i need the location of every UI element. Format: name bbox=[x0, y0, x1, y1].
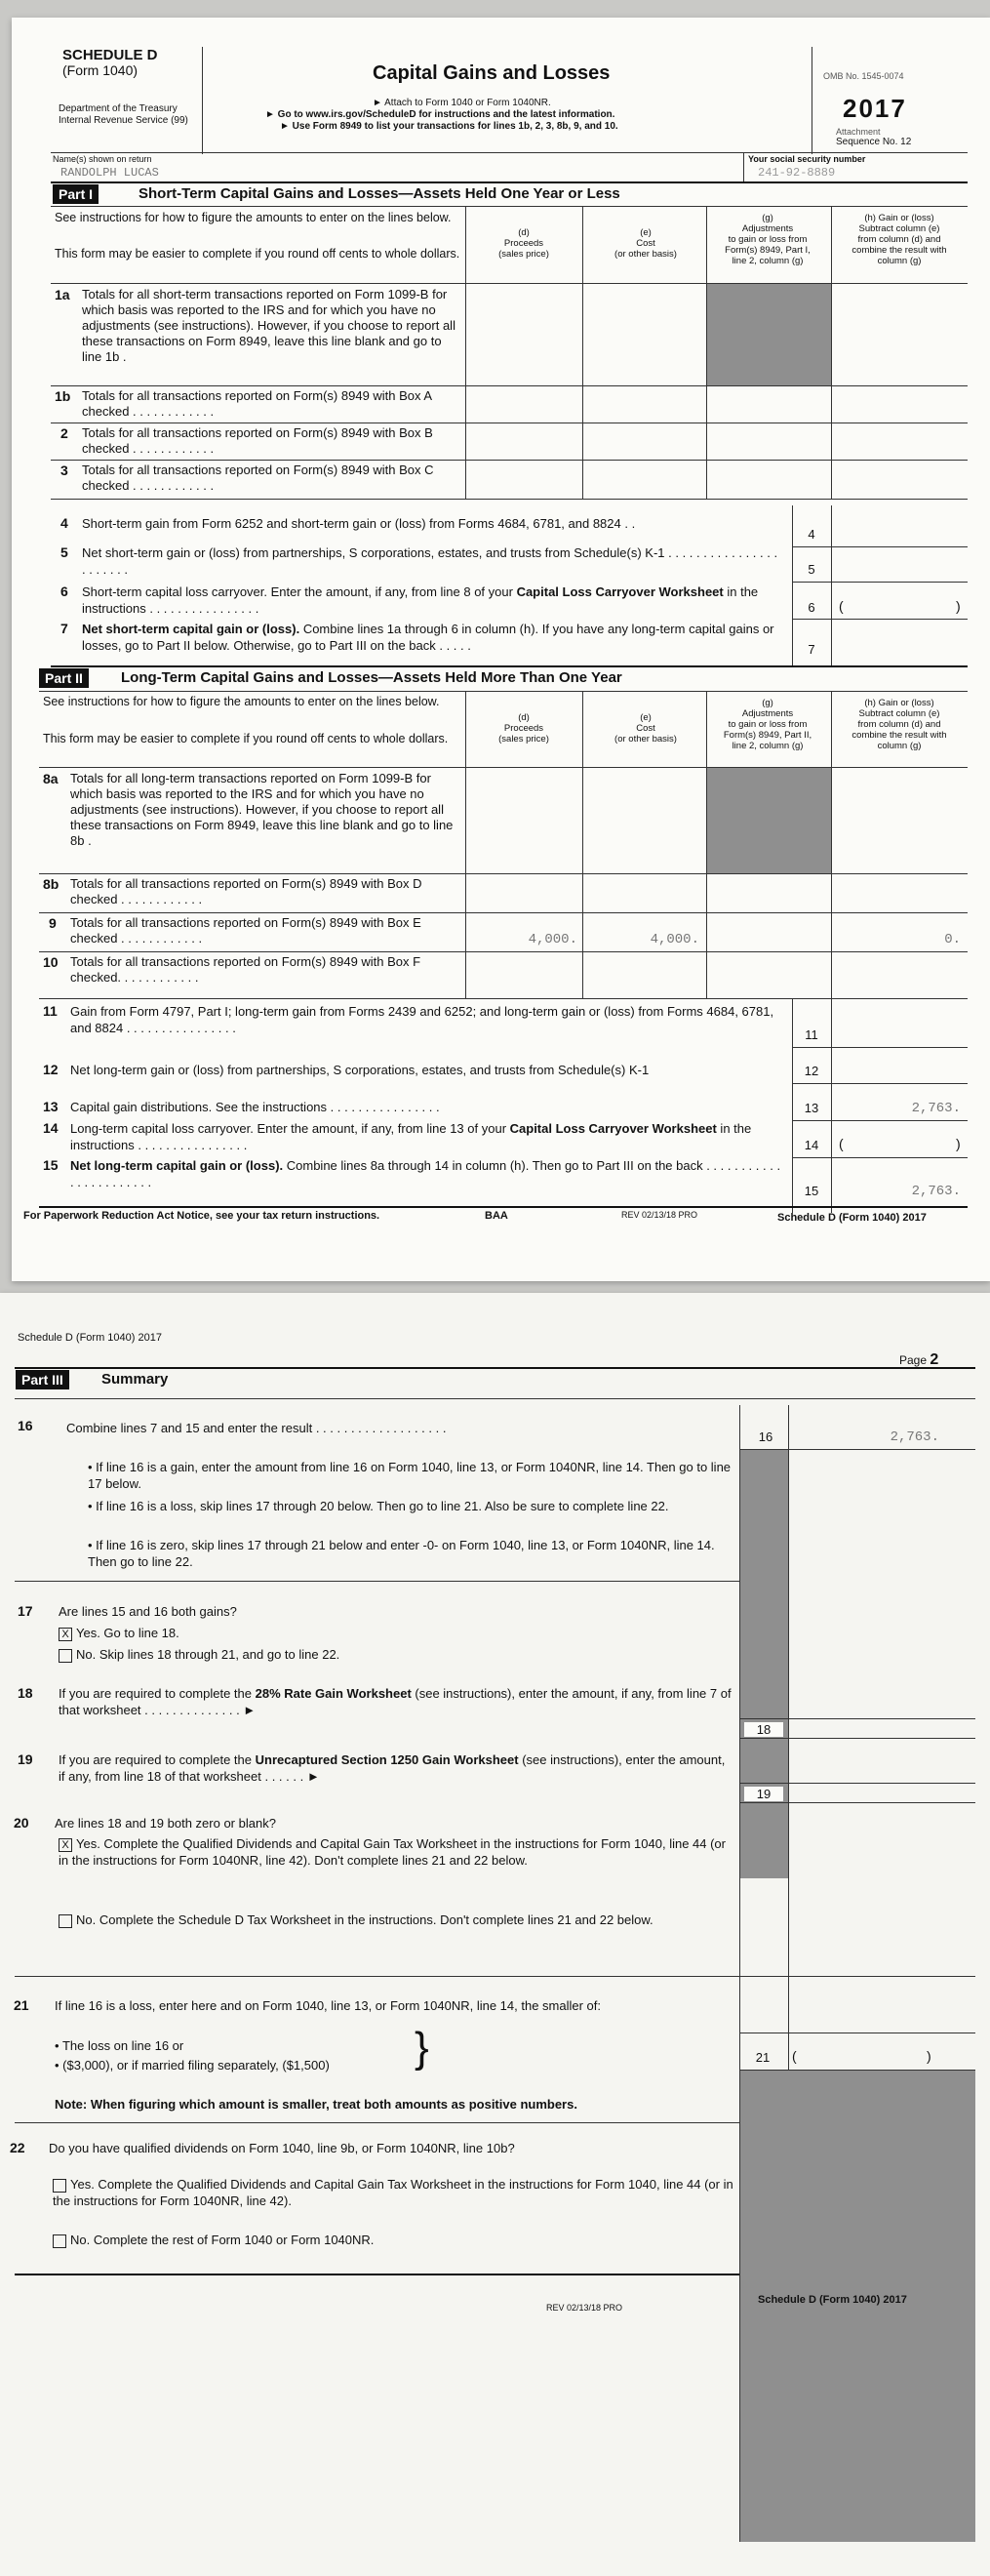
box-4: 4 bbox=[808, 527, 815, 542]
line-19-text-c: (see instructions), enter the amount, if any, from line 18 of that worksheet . . . . . . ► bbox=[59, 1752, 726, 1784]
bullet-16-loss-text: If line 16 is a loss, skip lines 17 through 20 below. Then go to line 21. Also be sure to complete line 22. bbox=[96, 1499, 669, 1513]
line-16-amount: 2,763. bbox=[890, 1429, 939, 1445]
col-e-header-p2: (e) Cost (or other basis) bbox=[614, 712, 677, 745]
line-17-no-checkbox[interactable] bbox=[59, 1649, 72, 1663]
line-16-text: Combine lines 7 and 15 and enter the result . . . . . . . . . . . . . . . . . . . bbox=[66, 1421, 447, 1435]
line-14-text bbox=[70, 1120, 787, 1153]
line-17-yes-checkbox[interactable]: X bbox=[59, 1628, 72, 1641]
col-g-header-p2: (g) Adjustments to gain or loss from Form(s) 8949, Part II, line 2, column (g) bbox=[723, 698, 812, 751]
part2-intro: See instructions for how to figure the amounts to enter on the lines below. bbox=[43, 695, 440, 708]
bullet-16-gain: • If line 16 is a gain, enter the amount from line 16 on Form 1040, line 13, or Form 1040NR, line 14. Then go to line 17 below. bbox=[88, 1460, 732, 1491]
box-5: 5 bbox=[808, 562, 815, 577]
line-22-no-checkbox[interactable] bbox=[53, 2234, 66, 2248]
part3-label: Part III bbox=[16, 1370, 69, 1389]
box-6: 6 bbox=[808, 600, 815, 615]
ssn-label: Your social security number bbox=[748, 154, 866, 164]
line-9-proceeds: 4,000. bbox=[528, 932, 577, 947]
line-20-no[interactable] bbox=[59, 1912, 736, 1928]
line-21-bullet-2-text: ($3,000), or if married filing separately, ($1,500) bbox=[62, 2058, 330, 2073]
line-4-num: 4 bbox=[60, 515, 68, 531]
line-8b-text: Totals for all transactions reported on Form(s) 8949 with Box D checked . . . . . . . . . . . . bbox=[70, 876, 422, 906]
form-title: Capital Gains and Losses bbox=[373, 62, 611, 84]
line-6-text-a: Short-term capital loss carryover. Enter the amount, if any, from line 8 of your bbox=[82, 584, 517, 599]
line-13-gain: 2,763. bbox=[911, 1101, 961, 1116]
line-14-text-c: in the instructions . . . . . . . . . . . . . . . . bbox=[70, 1121, 752, 1152]
line-21-paren-open: ( bbox=[792, 2048, 797, 2064]
line-6-text-c: in the instructions . . . . . . . . . . . . . . . . bbox=[82, 584, 759, 616]
form-footer-id: Schedule D (Form 1040) 2017 bbox=[777, 1212, 927, 1224]
line-19-num: 19 bbox=[18, 1751, 33, 1767]
line-18-num: 18 bbox=[18, 1685, 33, 1701]
line-4-text: Short-term gain from Form 6252 and short-term gain or (loss) from Forms 4684, 6781, and 8824 . . bbox=[82, 516, 636, 531]
tax-year: 2017 bbox=[843, 94, 907, 123]
line-21-brace: } bbox=[415, 2024, 429, 2072]
part3-title: Summary bbox=[101, 1371, 169, 1388]
line-17-text: Are lines 15 and 16 both gains? bbox=[59, 1604, 237, 1619]
line-7-num: 7 bbox=[60, 621, 68, 636]
part1-title: Short-Term Capital Gains and Losses—Assets Held One Year or Less bbox=[139, 185, 620, 202]
col-h-header-p2: (h) Gain or (loss) Subtract column (e) from column (d) and combine the result with column (g) bbox=[851, 698, 947, 751]
line-7-text bbox=[82, 621, 784, 654]
line-19-text bbox=[59, 1751, 732, 1785]
line-14-paren-open: ( bbox=[839, 1136, 844, 1151]
line-20-yes-text: Yes. Complete the Qualified Dividends and Capital Gain Tax Worksheet in the instructions for Form 1040, line 44 (or in the instructions for Form 1040NR, line 42). Don't complete lines 21 and 22 below. bbox=[59, 1836, 726, 1868]
bullet-16-loss: • If line 16 is a loss, skip lines 17 through 20 below. Then go to line 21. Also be sure to complete line 22. bbox=[88, 1499, 669, 1513]
line-5-num: 5 bbox=[60, 544, 68, 560]
line-19-text-a: If you are required to complete the bbox=[59, 1752, 256, 1767]
part2-title: Long-Term Capital Gains and Losses—Assets Held More Than One Year bbox=[121, 669, 622, 686]
bullet-16-zero-text: If line 16 is zero, skip lines 17 through 21 below and enter -0- on Form 1040, line 13, or Form 1040NR, line 14. Then go to line 22. bbox=[88, 1538, 715, 1569]
line-15-num: 15 bbox=[43, 1157, 59, 1173]
line-18-text bbox=[59, 1685, 732, 1718]
line-20-num: 20 bbox=[14, 1815, 29, 1831]
line-22-yes-text: Yes. Complete the Qualified Dividends and Capital Gain Tax Worksheet in the instructions for Form 1040, line 44 (or in the instructions for Form 1040NR, line 42). bbox=[53, 2177, 733, 2208]
bullet-16-gain-text: If line 16 is a gain, enter the amount from line 16 on Form 1040, line 13, or Form 1040NR, line 14. Then go to line 17 below. bbox=[88, 1460, 732, 1491]
line-2-num: 2 bbox=[60, 425, 68, 441]
paperwork-notice: For Paperwork Reduction Act Notice, see your tax return instructions. bbox=[23, 1210, 380, 1222]
attachment-label: Attachment bbox=[836, 127, 881, 137]
line-6-text bbox=[82, 584, 784, 617]
instruction-3: ► Use Form 8949 to list your transactions for lines 1b, 2, 3, 8b, 9, and 10. bbox=[280, 121, 618, 132]
shaded-col-16-18 bbox=[740, 1449, 788, 1878]
line-9-text: Totals for all transactions reported on Form(s) 8949 with Box E checked . . . . . . . . . . . . bbox=[70, 915, 421, 946]
line-10-num: 10 bbox=[43, 954, 59, 970]
line-17-no-text: No. Skip lines 18 through 21, and go to line 22. bbox=[76, 1647, 340, 1662]
page-label-text: Page bbox=[899, 1353, 928, 1367]
page-number: 2 bbox=[930, 1351, 939, 1368]
line-21-num: 21 bbox=[14, 1997, 29, 2013]
line-9-num: 9 bbox=[49, 915, 57, 931]
line-8a-text: Totals for all long-term transactions reported on Form 1099-B for which basis was reported to the IRS and for which you have no adjustments (see instructions). However, if you choose to report all these transactions on Form 8949, leave this line blank and go to line 8b . bbox=[70, 771, 454, 848]
line-21-bullet-1-text: The loss on line 16 or bbox=[61, 2038, 184, 2053]
line-6-text-b: Capital Loss Carryover Worksheet bbox=[516, 584, 724, 599]
line-17-num: 17 bbox=[18, 1603, 33, 1619]
line-6-paren-open: ( bbox=[839, 598, 844, 614]
dept-label: Department of the Treasury bbox=[59, 103, 178, 114]
line-7-text-a: Net short-term capital gain or (loss). bbox=[82, 622, 300, 636]
line-21-bullet-2: • ($3,000), or if married filing separately, ($1,500) bbox=[55, 2058, 330, 2073]
instruction-2: ► Go to www.irs.gov/ScheduleD for instructions and the latest information. bbox=[265, 109, 615, 120]
box-13: 13 bbox=[804, 1101, 819, 1115]
line-21-text: If line 16 is a loss, enter here and on Form 1040, line 13, or Form 1040NR, line 14, the smaller of: bbox=[55, 1998, 602, 2013]
col-e-header: (e) Cost (or other basis) bbox=[614, 227, 677, 260]
col-h-header: (h) Gain or (loss) Subtract column (e) from column (d) and combine the result with column (g) bbox=[851, 213, 947, 266]
box-15: 15 bbox=[804, 1184, 819, 1198]
box-14: 14 bbox=[804, 1138, 819, 1152]
box-16: 16 bbox=[758, 1429, 773, 1444]
line-6-num: 6 bbox=[60, 584, 68, 599]
col-d-header-p2: (d) Proceeds (sales price) bbox=[498, 712, 549, 745]
line-10-text: Totals for all transactions reported on Form(s) 8949 with Box F checked. . . . . . . . . . . . bbox=[70, 954, 421, 985]
page2-form-footer-id: Schedule D (Form 1040) 2017 bbox=[758, 2294, 907, 2306]
line-12-num: 12 bbox=[43, 1062, 59, 1077]
line-2-text: Totals for all transactions reported on Form(s) 8949 with Box B checked . . . . . . . . . . . . bbox=[82, 425, 433, 456]
line-13-text: Capital gain distributions. See the instructions . . . . . . . . . . . . . . . . bbox=[70, 1100, 440, 1114]
line-22-no-text: No. Complete the rest of Form 1040 or Form 1040NR. bbox=[70, 2233, 375, 2247]
line-20-text: Are lines 18 and 19 both zero or blank? bbox=[55, 1816, 276, 1831]
part2-intro2: This form may be easier to complete if you round off cents to whole dollars. bbox=[43, 732, 449, 745]
line-18-text-b: 28% Rate Gain Worksheet bbox=[255, 1686, 412, 1701]
line-1b-text: Totals for all transactions reported on Form(s) 8949 with Box A checked . . . . . . . . . . . . bbox=[82, 388, 432, 419]
line-11-num: 11 bbox=[43, 1003, 58, 1019]
box-21: 21 bbox=[755, 2050, 771, 2065]
line-15-text bbox=[70, 1157, 787, 1190]
line-17-yes[interactable] bbox=[59, 1625, 179, 1641]
box-11: 11 bbox=[805, 1027, 818, 1042]
line-22-num: 22 bbox=[10, 2140, 25, 2155]
box-12: 12 bbox=[804, 1064, 819, 1078]
line-14-num: 14 bbox=[43, 1120, 59, 1136]
line-15-gain: 2,763. bbox=[911, 1184, 961, 1199]
col-d-header: (d) Proceeds (sales price) bbox=[498, 227, 549, 260]
line-21-note: Note: When figuring which amount is smaller, treat both amounts as positive numbers. bbox=[55, 2097, 577, 2112]
line-1a-text: Totals for all short-term transactions reported on Form 1099-B for which basis was reported to the IRS and for which you have no adjustments (see instructions). However, if you choose to report all these transactions on Form 8949, leave this line blank and go to line 1b . bbox=[82, 287, 455, 364]
line-22-yes-checkbox[interactable] bbox=[53, 2179, 66, 2193]
line-12-text: Net long-term gain or (loss) from partnerships, S corporations, estates, and trusts from Schedule(s) K-1 bbox=[70, 1063, 650, 1077]
line-14-paren-close: ) bbox=[956, 1136, 961, 1151]
part1-intro: See instructions for how to figure the amounts to enter on the lines below. bbox=[55, 211, 452, 224]
line-21-paren-close: ) bbox=[927, 2048, 931, 2064]
part2-label: Part II bbox=[39, 668, 89, 688]
line-18-text-c: (see instructions), enter the amount, if any, from line 7 of that worksheet . . . . . . . . . . . . . . ► bbox=[59, 1686, 732, 1717]
line-17-no[interactable] bbox=[59, 1646, 339, 1663]
line-1a-num: 1a bbox=[55, 287, 70, 302]
schedule-d-page-1 bbox=[12, 18, 990, 1281]
line-20-no-checkbox[interactable] bbox=[59, 1914, 72, 1928]
line-22-yes[interactable] bbox=[53, 2176, 735, 2209]
ssn-value: 241-92-8889 bbox=[758, 166, 836, 180]
part1-intro2: This form may be easier to complete if you round off cents to whole dollars. bbox=[55, 247, 460, 261]
col-g-header: (g) Adjustments to gain or loss from Form(s) 8949, Part I, line 2, column (g) bbox=[725, 213, 811, 266]
line-3-text: Totals for all transactions reported on Form(s) 8949 with Box C checked . . . . . . . . . . . . bbox=[82, 463, 434, 493]
part1-label: Part I bbox=[53, 184, 99, 204]
line-14-text-b: Capital Loss Carryover Worksheet bbox=[509, 1121, 717, 1136]
name-label: Name(s) shown on return bbox=[53, 154, 152, 164]
line-22-no[interactable] bbox=[53, 2232, 735, 2248]
line-1b-num: 1b bbox=[55, 388, 71, 404]
instruction-1: ► Attach to Form 1040 or Form 1040NR. bbox=[373, 98, 551, 108]
line-8a-num: 8a bbox=[43, 771, 59, 786]
omb-number: OMB No. 1545-0074 bbox=[823, 71, 904, 81]
line-5-text: Net short-term gain or (loss) from partnerships, S corporations, estates, and trusts from Schedule(s) K-1 . . . . . . . . . . . . . . . . . . . . . . . bbox=[82, 545, 778, 577]
form-name: SCHEDULE D bbox=[62, 47, 158, 63]
bullet-16-zero: • If line 16 is zero, skip lines 17 through 21 below and enter -0- on Form 1040, line 13, or Form 1040NR, line 14. Then go to line 22. bbox=[88, 1538, 715, 1569]
line-17-yes-text: Yes. Go to line 18. bbox=[76, 1626, 179, 1640]
line-15-text-b: Combine lines 8a through 14 in column (h). Then go to Part III on the back . . . . . . . . . . . . . . . . . . . . . . . bbox=[70, 1158, 781, 1189]
form-sub: (Form 1040) bbox=[62, 62, 139, 78]
line-9-cost: 4,000. bbox=[650, 932, 699, 947]
page2-header: Schedule D (Form 1040) 2017 bbox=[18, 1332, 162, 1344]
line-22-text: Do you have qualified dividends on Form 1040, line 9b, or Form 1040NR, line 10b? bbox=[49, 2141, 515, 2155]
line-9-gain: 0. bbox=[944, 932, 961, 947]
line-16-num: 16 bbox=[18, 1418, 33, 1433]
box-18: 18 bbox=[744, 1722, 783, 1737]
line-7-text-b: Combine lines 1a through 6 in column (h). If you have any long-term capital gains or losses, go to Part II below. Otherwise, go to Part III on the back . . . . . bbox=[82, 622, 774, 653]
irs-label: Internal Revenue Service (99) bbox=[59, 115, 188, 126]
sequence-number: Sequence No. 12 bbox=[836, 137, 912, 147]
line-3-num: 3 bbox=[60, 463, 68, 478]
line-15-text-a: Net long-term capital gain or (loss). bbox=[70, 1158, 284, 1173]
shaded-area-21-22 bbox=[740, 2071, 975, 2542]
box-7: 7 bbox=[808, 642, 815, 657]
line-20-yes[interactable] bbox=[59, 1835, 736, 1869]
line-20-no-text: No. Complete the Schedule D Tax Worksheet in the instructions. Don't complete lines 21 and 22 below. bbox=[76, 1912, 653, 1927]
rev-label: REV 02/13/18 PRO bbox=[621, 1210, 698, 1220]
line-8b-num: 8b bbox=[43, 876, 59, 892]
shaded-cell-8a-g bbox=[707, 768, 831, 873]
line-19-text-b: Unrecaptured Section 1250 Gain Worksheet bbox=[255, 1752, 519, 1767]
shaded-cell-1a-g bbox=[707, 284, 831, 385]
line-21-bullet-1: • The loss on line 16 or bbox=[55, 2038, 184, 2053]
line-18-text-a: If you are required to complete the bbox=[59, 1686, 256, 1701]
schedule-d-page-2 bbox=[0, 1293, 990, 2576]
line-11-text: Gain from Form 4797, Part I; long-term gain from Forms 2439 and 6252; and long-term gain or (loss) from Forms 4684, 6781, and 8824 . . . . . . . . . . . . . . . . bbox=[70, 1004, 774, 1035]
taxpayer-name: RANDOLPH LUCAS bbox=[60, 166, 159, 180]
line-20-yes-checkbox[interactable]: X bbox=[59, 1838, 72, 1852]
page2-rev-label: REV 02/13/18 PRO bbox=[546, 2303, 623, 2313]
line-13-num: 13 bbox=[43, 1099, 59, 1114]
box-19: 19 bbox=[744, 1787, 783, 1801]
baa-label: BAA bbox=[485, 1210, 508, 1222]
line-14-text-a: Long-term capital loss carryover. Enter the amount, if any, from line 13 of your bbox=[70, 1121, 510, 1136]
line-6-paren-close: ) bbox=[956, 598, 961, 614]
